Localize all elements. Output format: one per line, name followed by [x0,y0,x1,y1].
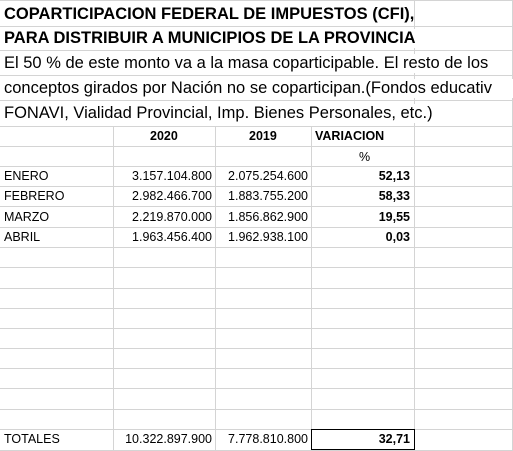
header-year-2020: 2020 [150,129,178,143]
grid-line [0,368,513,369]
grid-line [0,328,513,329]
grid-line [0,409,513,410]
grid-line [0,186,513,187]
header-unit: % [359,150,371,164]
grid-line [0,50,513,51]
grid-line [0,206,513,207]
row-variation: 52,13 [314,169,410,183]
grid-line [0,100,513,101]
row-variation: 58,33 [314,189,410,203]
grid-line [0,348,513,349]
grid-line [0,166,513,167]
grid-line [0,126,513,127]
totals-value-2020: 10.322.897.900 [116,432,212,446]
grid-line [0,388,513,389]
header-variation: VARIACION [315,129,385,143]
title-line-1: COPARTICIPACION FEDERAL DE IMPUESTOS (CFI), [4,5,415,23]
row-month: MARZO [4,210,50,224]
row-value-2020: 2.219.870.000 [116,210,212,224]
description-line-1: El 50 % de este monto va a la masa coparticipable. El resto de los [4,54,489,72]
description-line-3: FONAVI, Vialidad Provincial, Imp. Bienes Personales, etc.) [4,104,433,122]
grid-line [0,26,513,27]
row-month: ABRIL [4,230,41,244]
row-variation: 19,55 [314,210,410,224]
grid-line [0,227,513,228]
row-value-2019: 1.856.862.900 [218,210,308,224]
header-year-2019: 2019 [249,129,277,143]
grid-line [0,146,513,147]
row-value-2019: 1.883.755.200 [218,189,308,203]
row-value-2020: 2.982.466.700 [116,189,212,203]
totals-variation: 32,71 [378,432,410,446]
row-value-2019: 2.075.254.600 [218,169,308,183]
description-line-2: conceptos girados por Nación no se coparticipan.(Fondos educativ [4,79,513,98]
grid-line [0,0,513,1]
row-variation: 0,03 [314,230,410,244]
row-value-2020: 1.963.456.400 [116,230,212,244]
row-value-2019: 1.962.938.100 [218,230,308,244]
grid-line [0,429,513,430]
title-line-2: PARA DISTRIBUIR A MUNICIPIOS DE LA PROVINCIA [4,29,416,47]
grid-line [0,75,513,76]
grid-line [0,308,513,309]
totals-label: TOTALES [4,432,60,446]
totals-variation-cell[interactable] [311,429,415,450]
grid-line [0,288,513,289]
totals-value-2019: 7.778.810.800 [218,432,308,446]
grid-line [0,247,513,248]
row-month: FEBRERO [4,189,65,203]
row-value-2020: 3.157.104.800 [116,169,212,183]
row-month: ENERO [4,169,49,183]
grid-line [0,267,513,268]
